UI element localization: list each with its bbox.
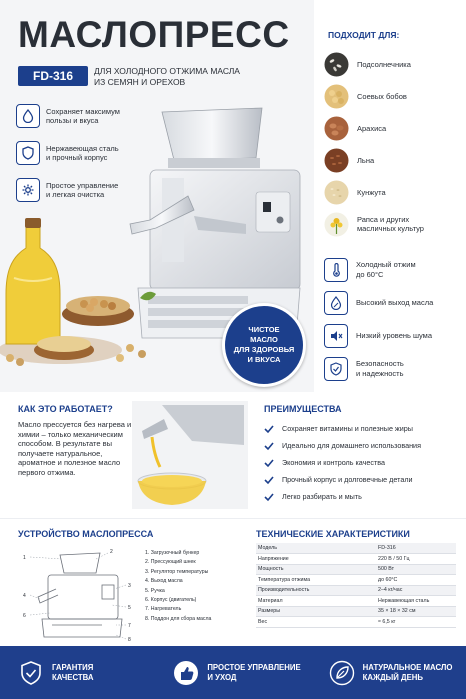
feature-line: и легкая очистка xyxy=(46,190,105,199)
spec-key: Размеры xyxy=(256,606,376,617)
feature-line: Простое управление xyxy=(46,180,119,190)
leaf-icon xyxy=(329,660,355,686)
right-feature-line: Высокий выход масла xyxy=(356,297,434,307)
feature-line: и прочный корпус xyxy=(46,153,108,162)
seed-item xyxy=(324,48,464,80)
advantages-list xyxy=(264,420,464,505)
advantage-item xyxy=(264,454,464,471)
seed-item xyxy=(324,144,464,176)
footer-item xyxy=(155,646,310,699)
right-feature-list xyxy=(324,253,464,385)
badge-line: МАСЛО xyxy=(250,335,278,344)
seed-item xyxy=(324,176,464,208)
parts-list xyxy=(145,549,255,624)
part-item: 4. Выход масла xyxy=(145,578,183,585)
seed-label: Кунжута xyxy=(357,187,386,197)
footer-line: И УХОД xyxy=(207,672,237,682)
speaker-mute-icon xyxy=(324,324,348,348)
table-row xyxy=(256,575,456,586)
tech-specs-title: ТЕХНИЧЕСКИЕ ХАРАКТЕРИСТИКИ xyxy=(256,529,410,539)
check-icon xyxy=(264,441,274,451)
footer-line: КАЖДЫЙ ДЕНЬ xyxy=(362,672,424,682)
spec-value: Нержавеющая сталь xyxy=(376,596,456,607)
oil-pouring-image xyxy=(132,401,248,509)
thermometer-icon xyxy=(324,258,348,282)
seed-label: Льна xyxy=(357,155,375,165)
part-item: 6. Корпус (двигатель) xyxy=(145,596,197,603)
spec-key: Модель xyxy=(256,543,376,554)
callout-8: 8 xyxy=(128,637,131,643)
badge-line: И ВКУСА xyxy=(247,355,281,364)
table-row xyxy=(256,564,456,575)
spec-key: Вес xyxy=(256,617,376,628)
gear-icon xyxy=(16,178,40,202)
seed-label: Соевых бобов xyxy=(357,91,407,101)
badge-line: ДЛЯ ЗДОРОВЬЯ xyxy=(233,345,295,354)
subtitle-line-1: ДЛЯ ХОЛОДНОГО ОТЖИМА МАСЛА xyxy=(94,66,240,76)
table-row xyxy=(256,606,456,617)
part-item: 2. Прессующий шнек xyxy=(145,559,196,566)
flax-seeds-icon xyxy=(324,148,349,173)
right-feature-item xyxy=(324,286,464,319)
right-feature-line: Низкий уровень шума xyxy=(356,330,433,340)
page-title: МАСЛОПРЕСС xyxy=(18,14,290,55)
advantage-text: Экономия и контроль качества xyxy=(282,458,385,467)
thumbs-up-icon xyxy=(173,660,199,686)
shield-icon xyxy=(16,141,40,165)
device-title: УСТРОЙСТВО МАСЛОПРЕССА xyxy=(18,529,154,539)
spec-value: 500 Вт xyxy=(376,564,456,575)
how-it-works-section xyxy=(0,396,466,516)
spec-value: ≈ 6,5 кг xyxy=(376,617,456,628)
how-text: Масло прессуется без нагрева и химии – только механическим способом. В результате вы получаете натуральное, ароматное и полезное масло первого отжима. xyxy=(18,420,132,477)
shield-check-icon xyxy=(18,660,44,686)
right-feature-item xyxy=(324,352,464,385)
check-icon xyxy=(264,475,274,485)
right-feature-line: Холодный отжим xyxy=(356,260,416,269)
table-row xyxy=(256,596,456,607)
right-feature-item xyxy=(324,253,464,286)
drop-icon xyxy=(16,104,40,128)
advantage-text: Идеально для домашнего использования xyxy=(282,441,421,450)
footer-item xyxy=(0,646,155,699)
spec-key: Производительность xyxy=(256,585,376,596)
footer-line: ПРОСТОЕ УПРАВЛЕНИЕ xyxy=(207,662,301,672)
right-feature-line: Безопасность xyxy=(356,359,404,368)
feature-line: пользы и вкуса xyxy=(46,116,99,125)
table-row xyxy=(256,554,456,565)
spec-key: Материал xyxy=(256,596,376,607)
spec-value: 2–4 кг/час xyxy=(376,585,456,596)
seed-label: Подсолнечника xyxy=(357,59,411,69)
advantage-item xyxy=(264,471,464,488)
shield-check-icon xyxy=(324,357,348,381)
spec-key: Температура отжима xyxy=(256,575,376,586)
seed-item xyxy=(324,112,464,144)
callout-2: 2 xyxy=(110,549,113,555)
check-icon xyxy=(264,492,274,502)
how-title: КАК ЭТО РАБОТАЕТ? xyxy=(18,404,113,414)
callout-7: 7 xyxy=(128,623,131,629)
footer-line: КАЧЕСТВА xyxy=(52,672,94,682)
advantages-title: ПРЕИМУЩЕСТВА xyxy=(264,404,342,414)
spec-key: Напряжение xyxy=(256,554,376,565)
feature-line: Сохраняет максимум xyxy=(46,106,120,116)
callout-5: 5 xyxy=(128,605,131,611)
suitable-title: ПОДХОДИТ ДЛЯ: xyxy=(328,30,400,40)
seed-label: масличных культур xyxy=(357,224,424,233)
pure-oil-badge xyxy=(222,303,306,387)
spec-value: 35 × 18 × 32 см xyxy=(376,606,456,617)
spec-key: Мощность xyxy=(256,564,376,575)
check-icon xyxy=(264,458,274,468)
part-item: 8. Поддон для сбора масла xyxy=(145,615,212,622)
footer-line: ГАРАНТИЯ xyxy=(52,662,94,672)
check-icon xyxy=(264,424,274,434)
peanuts-icon xyxy=(324,116,349,141)
table-row xyxy=(256,585,456,596)
device-specs-section xyxy=(0,518,466,644)
part-item: 7. Нагреватель xyxy=(145,606,182,613)
device-diagram xyxy=(16,545,142,645)
footer xyxy=(0,646,466,699)
feature-line: Нержавеющая сталь xyxy=(46,143,119,153)
seed-label: Арахиса xyxy=(357,123,387,133)
sesame-seeds-icon xyxy=(324,180,349,205)
callout-6: 6 xyxy=(23,613,26,619)
part-item: 1. Загрузочный бункер xyxy=(145,550,200,556)
model-badge: FD-316 xyxy=(18,66,88,86)
hero-left xyxy=(0,0,312,392)
advantage-item xyxy=(264,437,464,454)
callout-4: 4 xyxy=(23,593,26,599)
soybeans-icon xyxy=(324,84,349,109)
spec-value: до 60°C xyxy=(376,575,456,586)
subtitle xyxy=(94,66,264,88)
seed-list xyxy=(324,48,464,240)
suitable-panel xyxy=(314,0,466,392)
subtitle-line-2: ИЗ СЕМЯН И ОРЕХОВ xyxy=(94,77,186,87)
advantage-item xyxy=(264,488,464,505)
callout-1: 1 xyxy=(23,555,26,561)
seed-item xyxy=(324,80,464,112)
part-item: 5. Ручка xyxy=(145,587,165,594)
footer-item xyxy=(311,646,466,699)
right-feature-item xyxy=(324,319,464,352)
right-feature-line: и надежность xyxy=(356,368,404,378)
spec-value: FD-316 xyxy=(376,543,456,554)
seed-item xyxy=(324,208,464,240)
rapeseed-icon xyxy=(324,212,349,237)
oil-bottle-image xyxy=(0,218,160,368)
advantage-item xyxy=(264,420,464,437)
advantage-text: Легко разбирать и мыть xyxy=(282,492,362,501)
advantage-text: Сохраняет витамины и полезные жиры xyxy=(282,424,413,433)
drop-percent-icon xyxy=(324,291,348,315)
table-row xyxy=(256,543,456,554)
spec-value: 220 В / 50 Гц xyxy=(376,554,456,565)
footer-line: НАТУРАЛЬНОЕ МАСЛО xyxy=(362,662,453,672)
part-item: 3. Регулятор температуры xyxy=(145,568,209,575)
table-row xyxy=(256,617,456,628)
badge-line: ЧИСТОЕ xyxy=(248,325,280,334)
right-feature-line: до 60°C xyxy=(356,269,384,279)
callout-3: 3 xyxy=(128,583,131,589)
seed-label: Рапса и других xyxy=(357,215,410,224)
tech-specs-table xyxy=(256,543,456,628)
advantage-text: Прочный корпус и долговечные детали xyxy=(282,475,413,484)
sunflower-seeds-icon xyxy=(324,52,349,77)
